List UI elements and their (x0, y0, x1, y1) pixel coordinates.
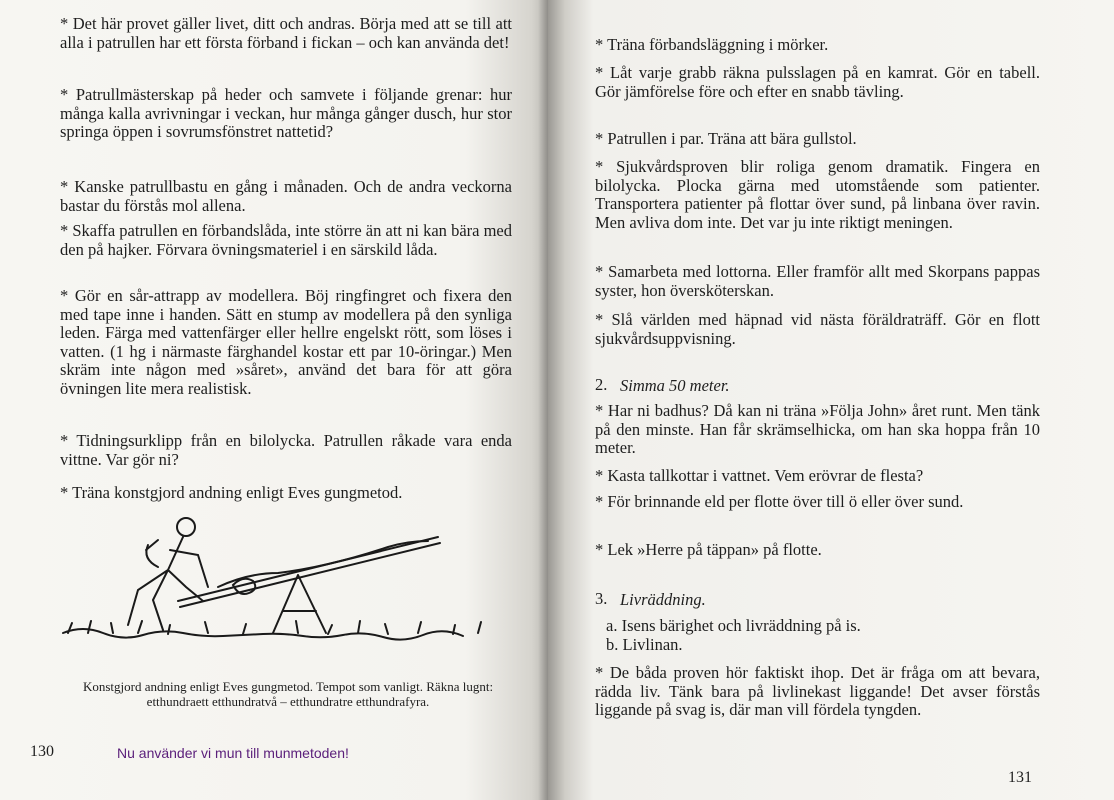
paragraph: * Har ni badhus? Då kan ni träna »Följa John» året runt. Men tänk på den minste. Han får skrämselhicka, om han ska hoppa från 10 meter. (595, 401, 1040, 458)
handwritten-note: Nu använder vi mun till munmetoden! (117, 745, 349, 761)
paragraph: * Skaffa patrullen en förbandslåda, inte större än att ni kan bära med den på hajker. Förvara övningsmateriel i en särskild låda. (60, 221, 512, 259)
illustration-seesaw-rescue (58, 515, 513, 675)
paragraph: * Sjukvårdsproven blir roliga genom dramatik. Fingera en bilolycka. Plocka gärna med utomstående som patienter. Transportera patienter på flottar över sund, på linbana över ravin. Men avliva dom inte. Det var ju inte riktigt meningen. (595, 157, 1040, 232)
section-number: 2. (595, 375, 608, 394)
paragraph: * Kanske patrullbastu en gång i månaden. Och de andra veckorna bastar du förstås mol allena. (60, 177, 512, 215)
page-number: 131 (1008, 769, 1032, 786)
paragraph: * Det här provet gäller livet, ditt och andras. Börja med att se till att alla i patrullen har ett första förband i fickan – och kan använda det! (60, 14, 512, 52)
page-number: 130 (30, 743, 54, 760)
paragraph: * Slå världen med häpnad vid nästa föräldraträff. Gör en flott sjukvårdsuppvisning. (595, 310, 1040, 348)
section-title: Simma 50 meter. (620, 376, 730, 395)
paragraph: * Kasta tallkottar i vattnet. Vem erövrar de flesta? (595, 466, 924, 485)
right-page (548, 0, 1114, 800)
paragraph: * Patrullen i par. Träna att bära gullstol. (595, 129, 857, 148)
subsection-item: b. Livlinan. (606, 635, 683, 654)
subsection-item: a. Isens bärighet och livräddning på is. (606, 616, 861, 635)
section-title: Livräddning. (620, 590, 706, 609)
figure-caption: Konstgjord andning enligt Eves gungmetod. Tempot som vanligt. Räkna lugnt: etthundraett etthundratvå – etthundratre etthundrafyra. (82, 679, 494, 709)
paragraph: * Tidningsurklipp från en bilolycka. Patrullen råkade vara enda vittne. Var gör ni? (60, 431, 512, 469)
left-page (0, 0, 548, 800)
paragraph: * För brinnande eld per flotte över till ö eller över sund. (595, 492, 964, 511)
paragraph: * Gör en sår-attrapp av modellera. Böj ringfingret och fixera den med tape inne i handen. Sätt en stump av modellera på den synliga leden. Färga med vattenfärger eller hellre engelskt rött, som löses i vatten. (1 hg i närmaste färghandel kostar ett par 10-öringar.) Men skräm inte någon med »såret», använd det bara för att göra övningen lite mera realistisk. (60, 286, 512, 398)
paragraph: * Samarbeta med lottorna. Eller framför allt med Skorpans pappas syster, hon översköterskan. (595, 262, 1040, 300)
paragraph: * Träna konstgjord andning enligt Eves gungmetod. (60, 483, 403, 502)
paragraph: * De båda proven hör faktiskt ihop. Det är fråga om att bevara, rädda liv. Tänk bara på livlinekast liggande! Det avser förstås liggande på svag is, där man vill fördela tyngden. (595, 663, 1040, 720)
paragraph: * Patrullmästerskap på heder och samvete i följande grenar: hur många kalla avrivningar i veckan, hur många gånger dusch, hur stor springa öppen i sovrumsfönstret nattetid? (60, 85, 512, 142)
paragraph: * Lek »Herre på täppan» på flotte. (595, 540, 822, 559)
paragraph: * Låt varje grabb räkna pulsslagen på en kamrat. Gör en tabell. Gör jämförelse före och efter en snabb tävling. (595, 63, 1040, 101)
section-number: 3. (595, 589, 608, 608)
paragraph: * Träna förbandsläggning i mörker. (595, 35, 829, 54)
